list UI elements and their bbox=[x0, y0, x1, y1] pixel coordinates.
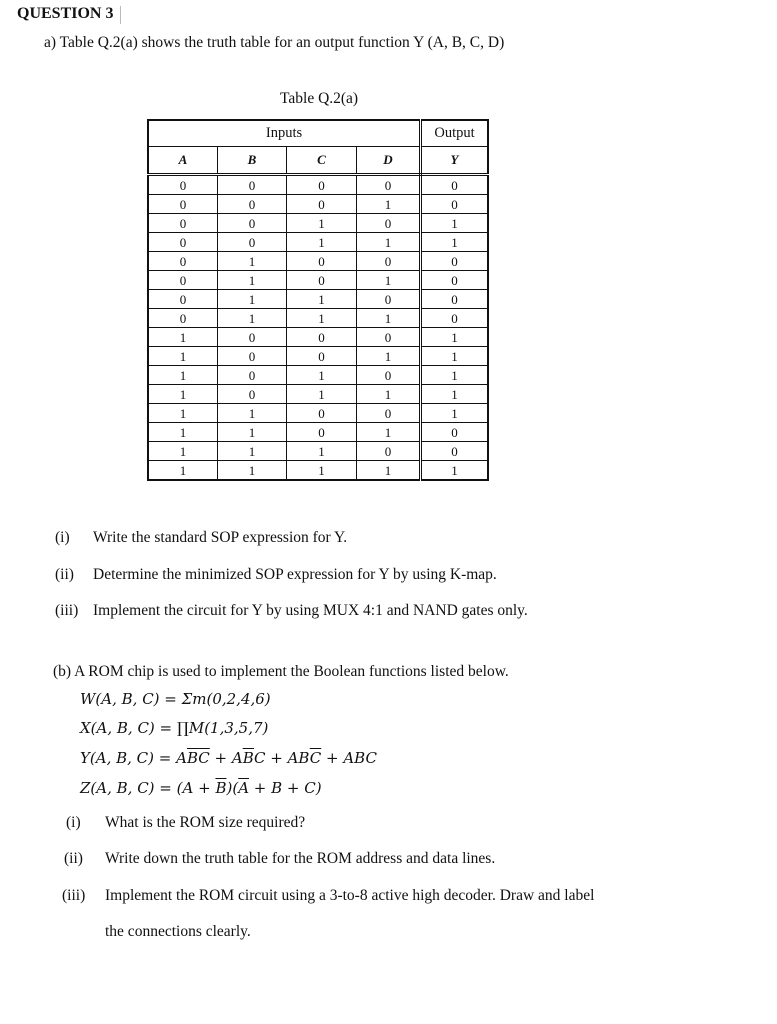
question-item: Determine the minimized SOP expression for Y by using K-map. bbox=[93, 566, 497, 583]
table-cell: 1 bbox=[357, 271, 421, 290]
table-row bbox=[148, 271, 488, 290]
table-cell: 0 bbox=[287, 347, 357, 366]
table-caption: Table Q.2(a) bbox=[280, 90, 359, 107]
function-x bbox=[80, 719, 268, 737]
table-cell: 0 bbox=[287, 423, 357, 442]
table-cell: 1 bbox=[148, 423, 218, 442]
table-row bbox=[148, 252, 488, 271]
table-cell: 1 bbox=[421, 461, 489, 481]
table-cell: 1 bbox=[148, 404, 218, 423]
table-cell: 1 bbox=[218, 309, 287, 328]
table-cell: 0 bbox=[148, 214, 218, 233]
table-cell: 0 bbox=[357, 328, 421, 347]
table-cell: 1 bbox=[421, 385, 489, 404]
question-item: What is the ROM size required? bbox=[105, 814, 306, 831]
table-cell: 0 bbox=[357, 175, 421, 195]
function-y bbox=[80, 749, 377, 767]
table-cell: 1 bbox=[218, 290, 287, 309]
table-cell: 0 bbox=[421, 442, 489, 461]
table-cell: 1 bbox=[148, 461, 218, 481]
table-cell: 1 bbox=[357, 461, 421, 481]
table-cell: 0 bbox=[287, 271, 357, 290]
question-item: Write down the truth table for the ROM address and data lines. bbox=[105, 850, 496, 867]
part-b-intro: (b) A ROM chip is used to implement the Boolean functions listed below. bbox=[53, 663, 509, 680]
table-cell: 1 bbox=[148, 385, 218, 404]
table-cell: 0 bbox=[148, 233, 218, 252]
table-cell: 1 bbox=[287, 461, 357, 481]
table-row bbox=[148, 423, 488, 442]
table-cell: 1 bbox=[287, 290, 357, 309]
table-cell: 1 bbox=[421, 214, 489, 233]
table-cell: 1 bbox=[357, 347, 421, 366]
table-cell: 1 bbox=[287, 214, 357, 233]
table-cell: 0 bbox=[148, 195, 218, 214]
table-cell: 0 bbox=[287, 404, 357, 423]
table-cell: 1 bbox=[287, 309, 357, 328]
table-cell: 1 bbox=[218, 461, 287, 481]
item-number: (iii) bbox=[62, 887, 86, 904]
table-cell: 0 bbox=[357, 214, 421, 233]
table-cell: 0 bbox=[218, 328, 287, 347]
table-cell: 0 bbox=[421, 195, 489, 214]
table-cell: 0 bbox=[287, 328, 357, 347]
part-a-intro: a) Table Q.2(a) shows the truth table for an output function Y (A, B, C, D) bbox=[44, 34, 505, 51]
table-cell: 1 bbox=[218, 404, 287, 423]
table-cell: 1 bbox=[287, 442, 357, 461]
function-w-lhs: W(A, B, C) = bbox=[80, 690, 182, 708]
text-cursor bbox=[120, 6, 121, 24]
table-cell: 0 bbox=[218, 214, 287, 233]
column-header: D bbox=[357, 147, 421, 175]
table-cell: 1 bbox=[148, 347, 218, 366]
table-cell: 1 bbox=[421, 328, 489, 347]
table-cell: 1 bbox=[421, 366, 489, 385]
table-row bbox=[148, 175, 488, 195]
inputs-group-header: Inputs bbox=[148, 120, 421, 147]
table-cell: 0 bbox=[218, 347, 287, 366]
table-cell: 1 bbox=[357, 233, 421, 252]
item-number: (ii) bbox=[64, 850, 83, 867]
table-cell: 0 bbox=[287, 252, 357, 271]
table-cell: 1 bbox=[148, 366, 218, 385]
table-row bbox=[148, 404, 488, 423]
table-cell: 0 bbox=[421, 175, 489, 195]
table-row bbox=[148, 347, 488, 366]
table-row bbox=[148, 328, 488, 347]
column-header: Y bbox=[421, 147, 489, 175]
output-group-header: Output bbox=[421, 120, 489, 147]
function-w-rhs: Σm(0,2,4,6) bbox=[181, 690, 271, 708]
question-title: QUESTION 3 bbox=[17, 5, 114, 22]
table-cell: 1 bbox=[357, 195, 421, 214]
table-cell: 0 bbox=[421, 423, 489, 442]
table-row bbox=[148, 233, 488, 252]
table-row bbox=[148, 461, 488, 481]
table-cell: 0 bbox=[287, 175, 357, 195]
table-cell: 0 bbox=[218, 366, 287, 385]
truth-table bbox=[147, 119, 489, 481]
table-cell: 0 bbox=[357, 290, 421, 309]
table-cell: 1 bbox=[218, 271, 287, 290]
table-cell: 1 bbox=[218, 423, 287, 442]
function-y-rhs: $A\overline{B}\overline{C} + A\overline{B}C + AB\overline{C}$ + ABC bbox=[176, 749, 377, 767]
table-cell: 1 bbox=[421, 347, 489, 366]
table-row bbox=[148, 195, 488, 214]
function-y-lhs: Y(A, B, C) = bbox=[80, 749, 177, 767]
item-number: (ii) bbox=[55, 566, 74, 583]
function-z-rhs: $(A + \overline{B})(\overline{A} + B + C)$ bbox=[176, 779, 322, 797]
function-w bbox=[80, 690, 271, 708]
table-cell: 1 bbox=[421, 233, 489, 252]
table-row bbox=[148, 366, 488, 385]
function-z-lhs: Z(A, B, C) = bbox=[80, 779, 177, 797]
table-row bbox=[148, 214, 488, 233]
question-item: Implement the ROM circuit using a 3-to-8 active high decoder. Draw and label bbox=[105, 887, 595, 904]
question-item-continuation: the connections clearly. bbox=[105, 923, 251, 940]
item-number: (i) bbox=[55, 529, 70, 546]
item-number: (i) bbox=[66, 814, 81, 831]
table-row bbox=[148, 290, 488, 309]
table-cell: 1 bbox=[287, 385, 357, 404]
table-cell: 0 bbox=[357, 442, 421, 461]
table-cell: 1 bbox=[421, 404, 489, 423]
table-row bbox=[148, 309, 488, 328]
table-cell: 1 bbox=[218, 252, 287, 271]
table-cell: 0 bbox=[218, 175, 287, 195]
function-z bbox=[80, 779, 322, 797]
table-cell: 1 bbox=[218, 442, 287, 461]
table-cell: 0 bbox=[218, 233, 287, 252]
question-item: Write the standard SOP expression for Y. bbox=[93, 529, 348, 546]
table-cell: 1 bbox=[287, 366, 357, 385]
table-row bbox=[148, 385, 488, 404]
column-header: A bbox=[148, 147, 218, 175]
table-cell: 0 bbox=[218, 385, 287, 404]
table-cell: 0 bbox=[421, 309, 489, 328]
table-cell: 0 bbox=[148, 309, 218, 328]
item-number: (iii) bbox=[55, 602, 79, 619]
table-cell: 1 bbox=[357, 385, 421, 404]
column-header: C bbox=[287, 147, 357, 175]
table-cell: 1 bbox=[148, 442, 218, 461]
table-cell: 0 bbox=[357, 252, 421, 271]
column-header: B bbox=[218, 147, 287, 175]
table-row bbox=[148, 442, 488, 461]
table-cell: 0 bbox=[421, 290, 489, 309]
table-cell: 0 bbox=[357, 404, 421, 423]
table-cell: 1 bbox=[287, 233, 357, 252]
table-cell: 1 bbox=[357, 309, 421, 328]
table-cell: 0 bbox=[148, 252, 218, 271]
table-cell: 0 bbox=[218, 195, 287, 214]
table-cell: 0 bbox=[287, 195, 357, 214]
table-cell: 0 bbox=[421, 271, 489, 290]
function-x-rhs: ∏M(1,3,5,7) bbox=[176, 719, 269, 737]
table-cell: 1 bbox=[357, 423, 421, 442]
table-cell: 0 bbox=[421, 252, 489, 271]
question-item: Implement the circuit for Y by using MUX 4:1 and NAND gates only. bbox=[93, 602, 528, 619]
table-cell: 1 bbox=[148, 328, 218, 347]
table-cell: 0 bbox=[148, 175, 218, 195]
table-cell: 0 bbox=[148, 290, 218, 309]
table-cell: 0 bbox=[148, 271, 218, 290]
function-x-lhs: X(A, B, C) = bbox=[80, 719, 177, 737]
table-cell: 0 bbox=[357, 366, 421, 385]
